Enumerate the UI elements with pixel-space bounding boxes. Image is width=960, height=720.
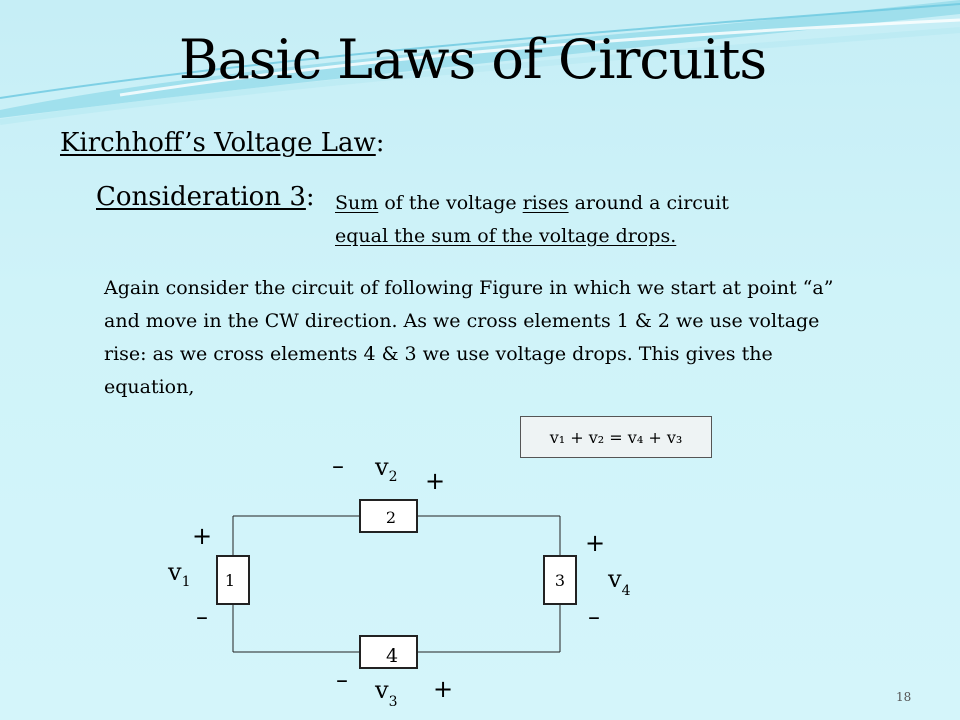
v2-plus-sign: + (424, 467, 446, 495)
word-of-the-voltage: of the voltage (378, 192, 523, 214)
v2-minus-sign: – (332, 452, 344, 480)
word-sum: Sum (335, 192, 379, 214)
slide-title: Basic Laws of Circuits (178, 28, 767, 91)
kvl-equation: v₁ + v₂ = v₄ + v₃ (549, 427, 683, 447)
v1-plus-sign: + (191, 522, 213, 550)
v3-plus-sign: + (432, 675, 454, 703)
v3-minus-sign: – (336, 666, 348, 694)
voltage-v2: $v_2$ (375, 453, 398, 485)
consideration-line-2-text: equal the sum of the voltage drops. (335, 225, 677, 247)
v1-minus-sign: – (196, 603, 208, 631)
element-2-label: 2 (385, 508, 397, 527)
element-3-label: 3 (554, 571, 566, 590)
explanation-paragraph: Again consider the circuit of following Figure in which we start at point “a” and move in the CW direction. As we cross elements 1 & 2 we use voltage rise: as we cross elements 4 & 3 we use voltage drops. This gives the equation, (104, 277, 834, 398)
v4-plus-sign: + (584, 529, 606, 557)
consideration-label-colon: : (305, 182, 315, 212)
element-1-label: 1 (224, 571, 236, 590)
kvl-heading-colon: : (375, 128, 385, 158)
slide-number: 18 (896, 690, 912, 704)
consideration-label-text: Consideration 3 (96, 182, 306, 212)
word-around: around a circuit (568, 192, 729, 214)
voltage-v3: $v_3$ (375, 676, 398, 710)
v4-minus-sign: – (588, 603, 600, 631)
voltage-v1: $v_1$ (168, 558, 191, 590)
element-4-label: 4 (385, 645, 399, 667)
word-rises: rises (522, 192, 569, 214)
voltage-v4: $v_4$ (608, 565, 631, 599)
kvl-heading-text: Kirchhoff’s Voltage Law (60, 128, 376, 158)
